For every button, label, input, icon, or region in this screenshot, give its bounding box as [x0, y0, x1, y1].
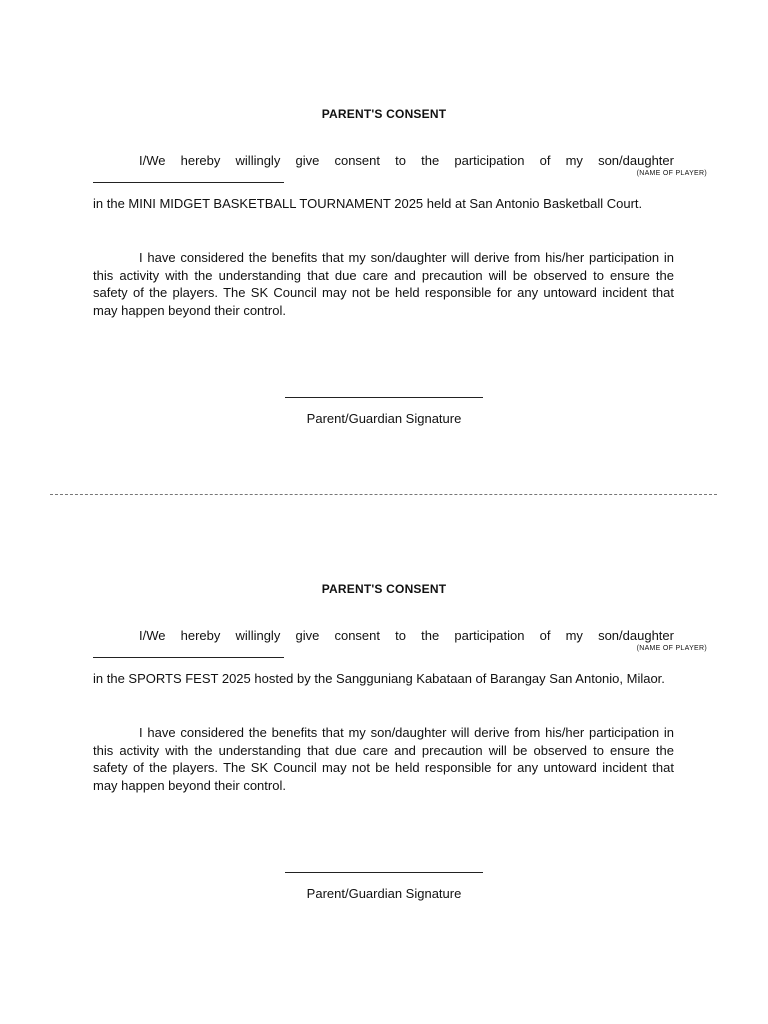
word: hereby: [180, 628, 221, 643]
word: hereby: [180, 153, 221, 168]
player-name-blank-line[interactable]: [93, 657, 284, 658]
signature-label: Parent/Guardian Signature: [306, 411, 462, 426]
event-description: in the SPORTS FEST 2025 hosted by the Sangguniang Kabataan of Barangay San Antonio, Milaor.: [93, 671, 665, 686]
consent-statement-line: [139, 153, 674, 168]
word: son/daughter: [598, 153, 674, 168]
word: to: [395, 628, 406, 643]
word: give: [295, 153, 320, 168]
consent-statement-line: [139, 628, 674, 643]
form-title: PARENT'S CONSENT: [321, 582, 447, 596]
consent-paragraph: I have considered the benefits that my son/daughter will derive from his/her participation in this activity with the understanding that due care and precaution will be observed to ensure the safety of the players. The SK Council may not be held responsible for any untoward incident that may happen beyond their control.: [93, 250, 674, 318]
signature-label: Parent/Guardian Signature: [306, 886, 462, 901]
signature-blank-line[interactable]: [285, 872, 483, 873]
word: give: [295, 628, 320, 643]
word: participation: [454, 153, 525, 168]
word: I/We: [139, 153, 166, 168]
word: of: [539, 153, 551, 168]
word: my: [565, 628, 583, 643]
word: the: [421, 628, 440, 643]
signature-blank-line[interactable]: [285, 397, 483, 398]
word: I/We: [139, 628, 166, 643]
word: willingly: [235, 628, 281, 643]
word: to: [395, 153, 406, 168]
word: my: [565, 153, 583, 168]
word: of: [539, 628, 551, 643]
word: consent: [334, 153, 381, 168]
consent-form-2: [0, 475, 768, 901]
word: son/daughter: [598, 628, 674, 643]
word: consent: [334, 628, 381, 643]
name-of-player-caption: (NAME OF PLAYER): [636, 170, 707, 177]
consent-paragraph: I have considered the benefits that my son/daughter will derive from his/her participation in this activity with the understanding that due care and precaution will be observed to ensure the safety of the players. The SK Council may not be held responsible for any untoward incident that may happen beyond their control.: [93, 725, 674, 793]
form-title: PARENT'S CONSENT: [321, 107, 447, 121]
player-name-blank-line[interactable]: [93, 182, 284, 183]
word: willingly: [235, 153, 281, 168]
event-description: in the MINI MIDGET BASKETBALL TOURNAMENT 2025 held at San Antonio Basketball Court.: [93, 196, 643, 211]
word: participation: [454, 628, 525, 643]
consent-form-1: [0, 0, 768, 426]
word: the: [421, 153, 440, 168]
name-of-player-caption: (NAME OF PLAYER): [636, 645, 707, 652]
